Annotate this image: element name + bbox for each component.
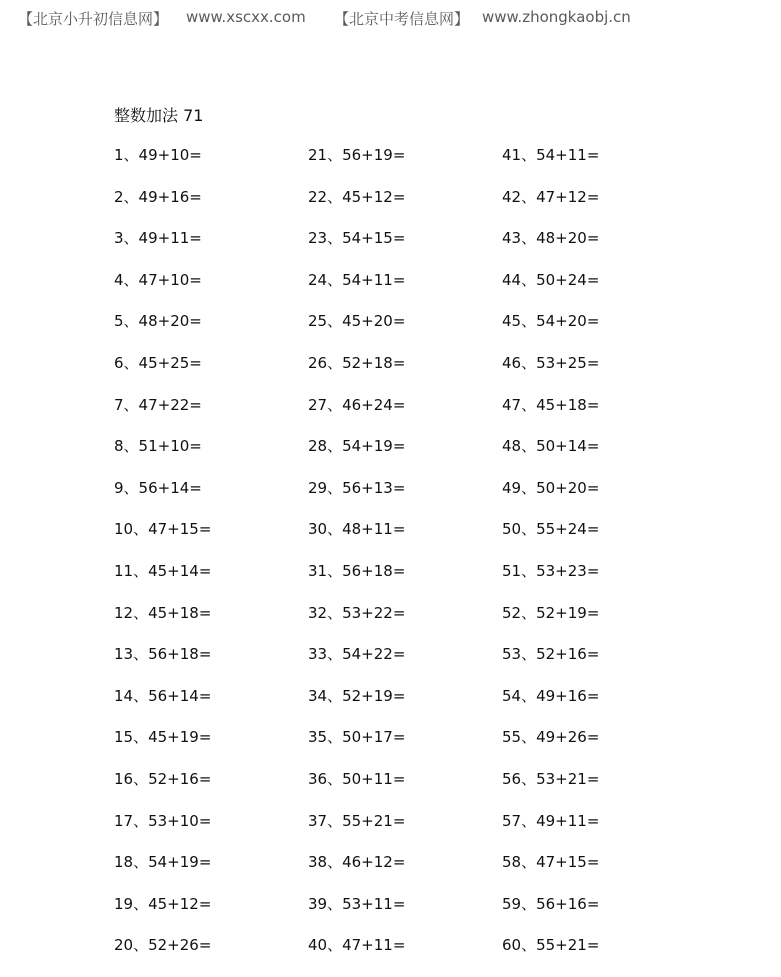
problem-item: 5、48+20= <box>114 312 202 331</box>
problem-item: 59、56+16= <box>502 894 600 913</box>
problem-item: 18、54+19= <box>114 853 212 872</box>
problem-item: 6、45+25= <box>114 353 202 372</box>
problem-item: 49、50+20= <box>502 478 600 497</box>
problem-item: 23、54+15= <box>308 229 406 248</box>
problem-item: 48、50+14= <box>502 437 600 456</box>
problem-item: 42、47+12= <box>502 187 600 206</box>
problem-item: 10、47+15= <box>114 520 212 539</box>
problem-column-1 <box>114 145 211 977</box>
problem-item: 37、55+21= <box>308 811 406 830</box>
page-header <box>18 8 781 28</box>
problem-item: 21、56+19= <box>308 146 406 164</box>
problem-item: 44、50+24= <box>502 270 600 289</box>
problem-item: 57、49+11= <box>502 811 600 830</box>
problem-item: 4、47+10= <box>114 270 202 289</box>
header-site2-url[interactable]: www.zhongkaobj.cn <box>482 8 631 26</box>
problem-grid <box>114 145 714 965</box>
header-site1-url[interactable]: www.xscxx.com <box>186 8 306 26</box>
problem-item: 43、48+20= <box>502 229 600 248</box>
problem-item: 2、49+16= <box>114 187 202 206</box>
problem-item: 1、49+10= <box>114 146 202 164</box>
problem-item: 54、49+16= <box>502 686 600 705</box>
problem-item: 27、46+24= <box>308 395 406 414</box>
problem-item: 8、51+10= <box>114 437 202 456</box>
worksheet-title: 整数加法 71 <box>114 106 204 125</box>
problem-item: 14、56+14= <box>114 686 212 705</box>
problem-item: 39、53+11= <box>308 894 406 913</box>
problem-item: 7、47+22= <box>114 395 202 414</box>
problem-item: 52、52+19= <box>502 603 600 622</box>
problem-item: 51、53+23= <box>502 561 600 580</box>
problem-item: 25、45+20= <box>308 312 406 331</box>
problem-item: 29、56+13= <box>308 478 406 497</box>
problem-item: 26、52+18= <box>308 353 406 372</box>
problem-item: 41、54+11= <box>502 146 600 164</box>
problem-item: 11、45+14= <box>114 561 212 580</box>
problem-item: 9、56+14= <box>114 478 202 497</box>
problem-item: 47、45+18= <box>502 395 600 414</box>
problem-item: 15、45+19= <box>114 728 212 747</box>
problem-item: 17、53+10= <box>114 811 212 830</box>
problem-item: 32、53+22= <box>308 603 406 622</box>
problem-item: 28、54+19= <box>308 437 406 456</box>
problem-item: 13、56+18= <box>114 645 212 664</box>
problem-item: 31、56+18= <box>308 561 406 580</box>
problem-item: 3、49+11= <box>114 229 202 248</box>
problem-item: 35、50+17= <box>308 728 406 747</box>
problem-item: 55、49+26= <box>502 728 600 747</box>
problem-item: 38、46+12= <box>308 853 406 872</box>
problem-item: 58、47+15= <box>502 853 600 872</box>
problem-item: 53、52+16= <box>502 645 600 664</box>
problem-item: 16、52+16= <box>114 769 212 788</box>
problem-item: 19、45+12= <box>114 894 212 913</box>
problem-item: 24、54+11= <box>308 270 406 289</box>
problem-item: 22、45+12= <box>308 187 406 206</box>
problem-item: 20、52+26= <box>114 936 212 955</box>
problem-item: 60、55+21= <box>502 936 600 955</box>
problem-item: 33、54+22= <box>308 645 406 664</box>
problem-item: 50、55+24= <box>502 520 600 539</box>
header-site1-name: 【北京小升初信息网】 <box>18 10 169 28</box>
problem-item: 46、53+25= <box>502 353 600 372</box>
problem-column-2 <box>308 145 405 977</box>
problem-item: 45、54+20= <box>502 312 600 331</box>
problem-item: 30、48+11= <box>308 520 406 539</box>
problem-item: 12、45+18= <box>114 603 212 622</box>
header-site2-name: 【北京中考信息网】 <box>334 10 470 28</box>
problem-column-3 <box>502 145 599 977</box>
problem-item: 36、50+11= <box>308 769 406 788</box>
problem-item: 40、47+11= <box>308 936 406 955</box>
problem-item: 56、53+21= <box>502 769 600 788</box>
problem-item: 34、52+19= <box>308 686 406 705</box>
